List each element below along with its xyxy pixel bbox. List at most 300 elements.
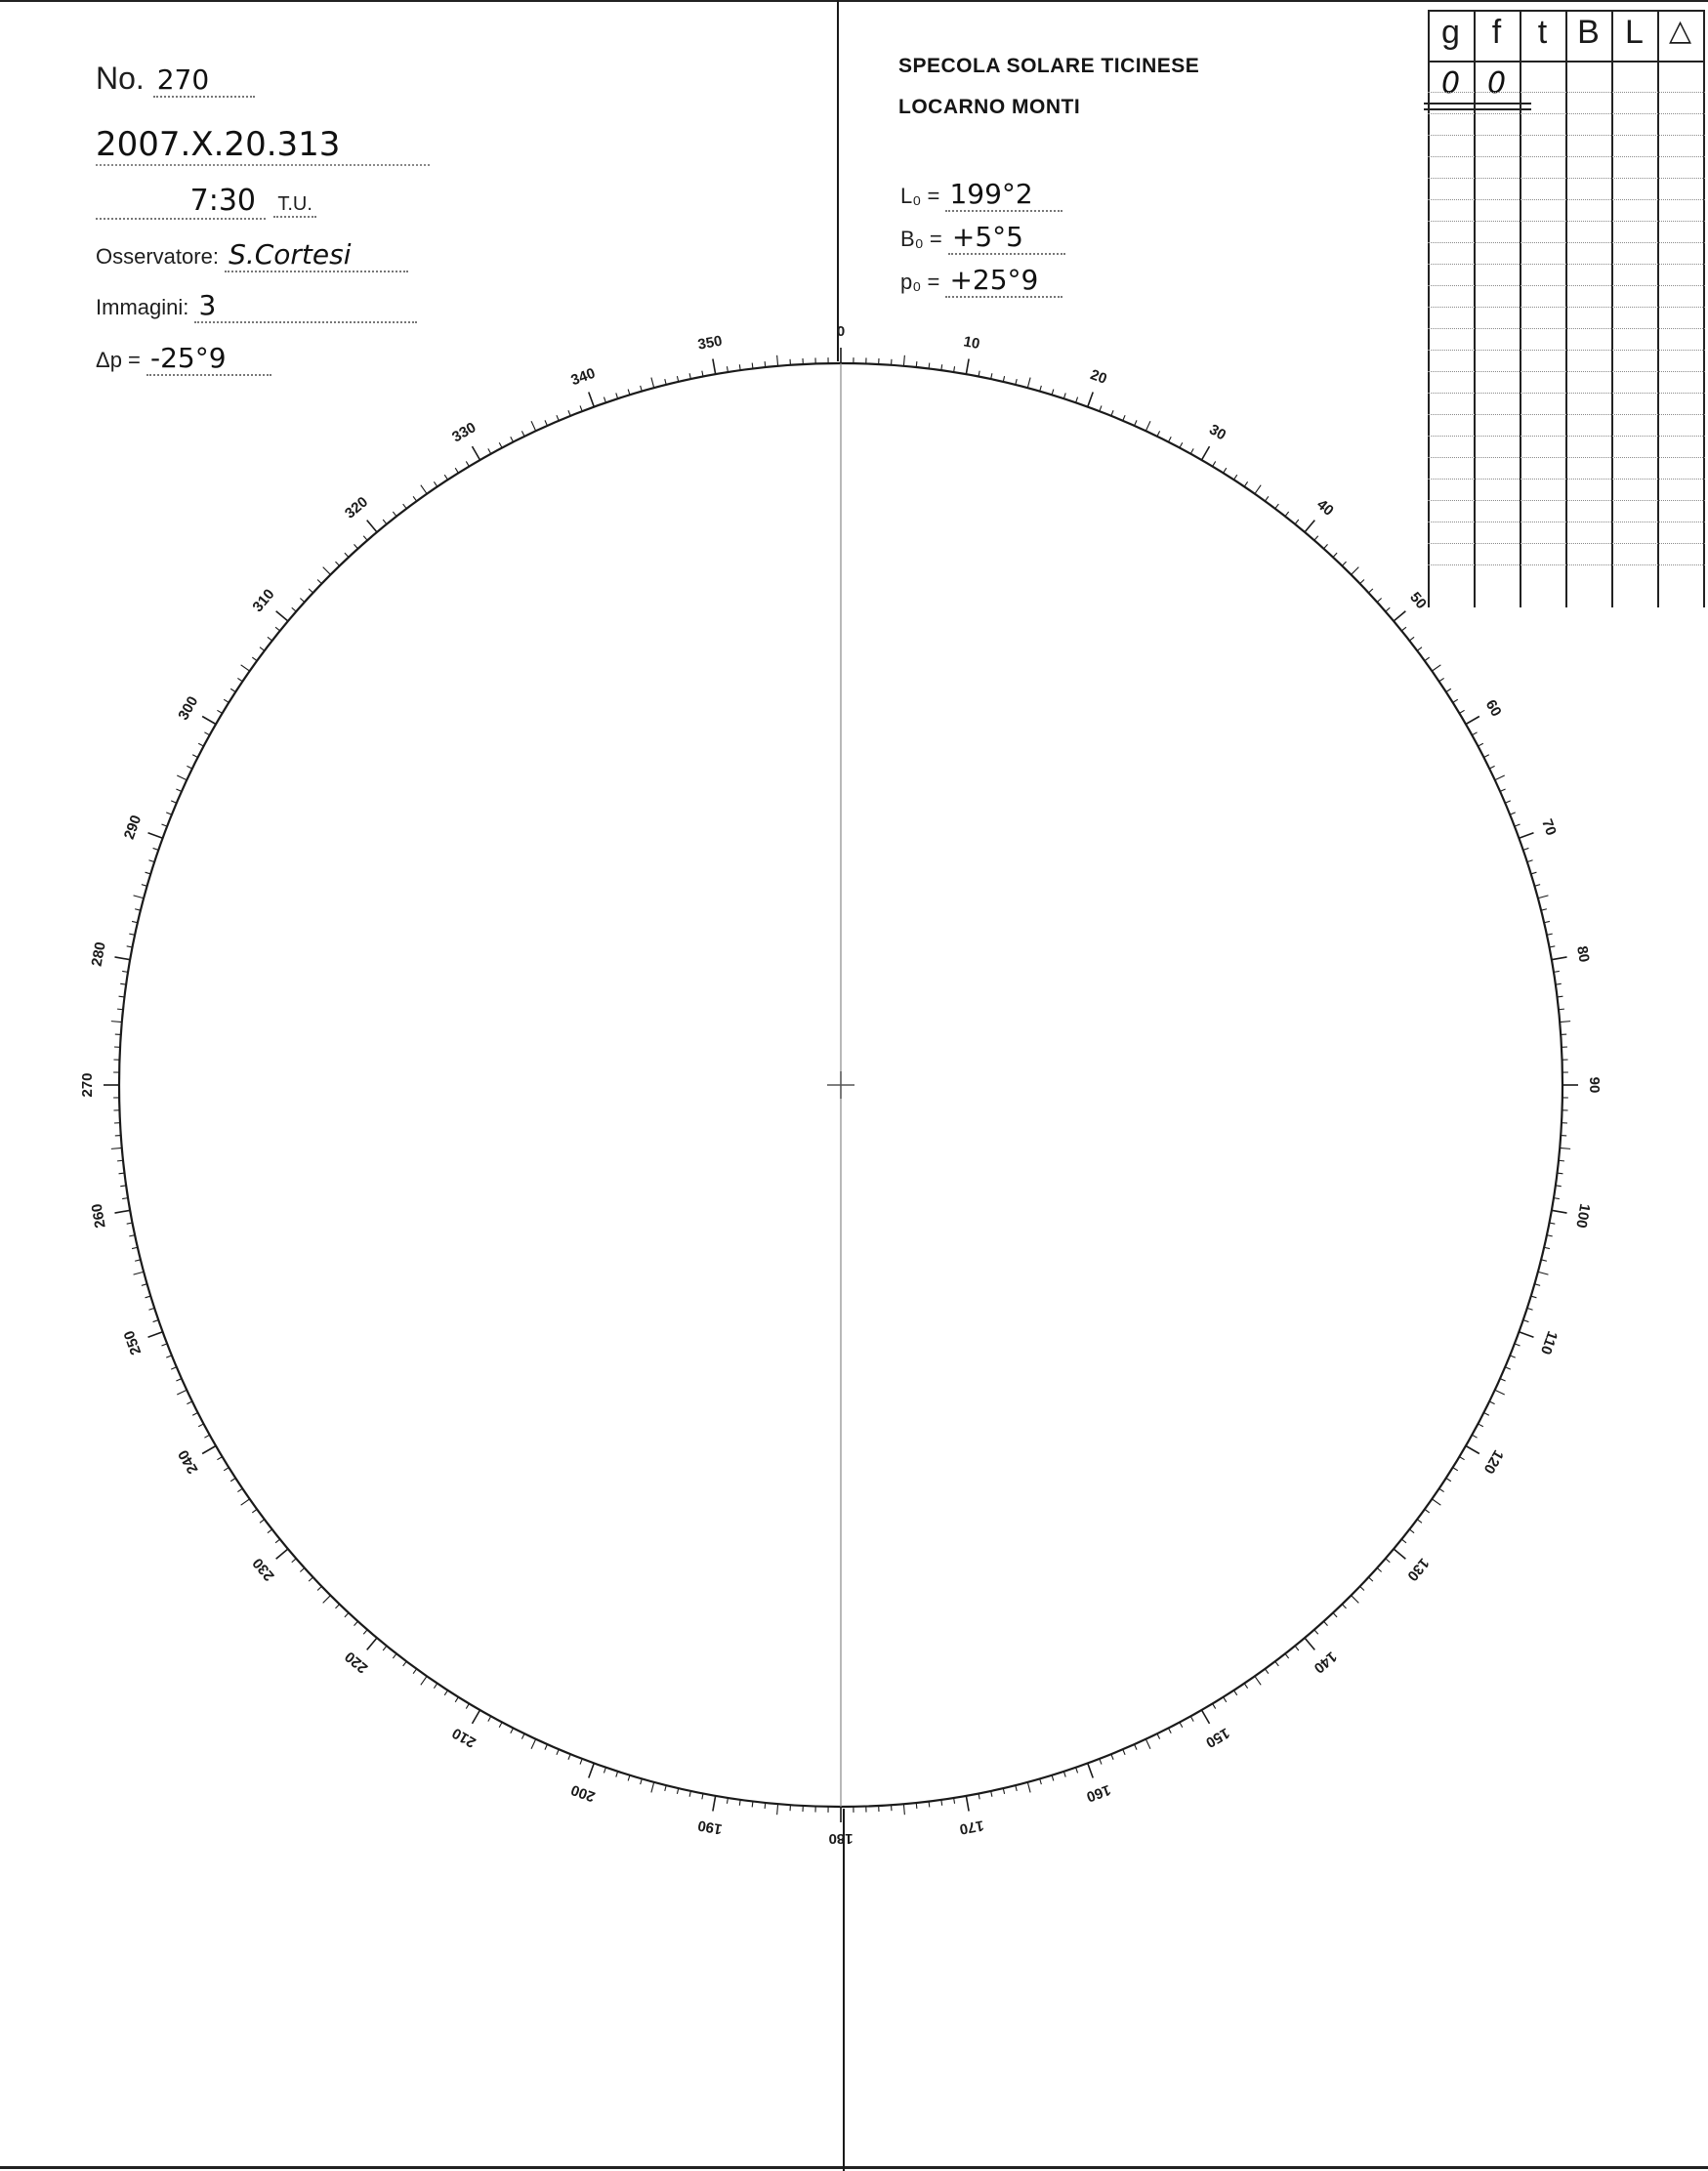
scale-tick (1333, 1612, 1337, 1616)
scale-tick (1453, 1468, 1458, 1471)
scale-tick (176, 789, 181, 791)
scale-tick (1523, 848, 1529, 850)
scale-tick (403, 504, 407, 509)
scale-tick (276, 611, 288, 621)
scale-tick (1368, 1577, 1372, 1581)
scale-tick (345, 553, 349, 557)
scale-tick (1446, 1478, 1451, 1481)
scale-tick (1377, 1567, 1381, 1571)
scale-tick (177, 775, 187, 780)
scale-tick (198, 1424, 203, 1427)
scale-tick (1180, 442, 1183, 447)
scale-tick (1224, 468, 1227, 473)
time-value[interactable]: 7:30 (96, 184, 266, 220)
scale-tick (166, 813, 172, 814)
scale-tick (354, 544, 358, 548)
scale-tick (1489, 766, 1494, 769)
scale-tick (114, 1210, 130, 1213)
scale-tick (1505, 1367, 1511, 1369)
observatory-location: LOCARNO MONTI (898, 96, 1081, 118)
scale-tick (1360, 1586, 1364, 1590)
scale-tick (176, 1379, 181, 1381)
scale-tick (1557, 996, 1562, 997)
scale-tick (1224, 1697, 1227, 1702)
scale-tick (1135, 1744, 1137, 1749)
scale-label-190: 190 (696, 1816, 724, 1838)
scale-tick (166, 1356, 172, 1357)
scale-label-10: 10 (962, 333, 981, 354)
scale-tick (531, 421, 536, 431)
drawing-number-value[interactable]: 270 (153, 63, 255, 98)
scale-tick (217, 710, 222, 713)
scale-tick (1233, 475, 1236, 480)
scale-tick (323, 567, 331, 575)
scale-tick (1417, 647, 1422, 651)
scale-tick (1544, 921, 1550, 922)
scale-tick (777, 355, 778, 366)
scale-tick (1360, 579, 1364, 583)
scale-tick (1472, 1435, 1477, 1438)
scale-tick (309, 589, 312, 593)
scale-tick (1552, 957, 1567, 960)
scale-tick (488, 1716, 491, 1721)
scale-tick (1394, 611, 1405, 621)
scale-tick (317, 579, 321, 583)
scale-tick (966, 1796, 969, 1812)
scale-tick (1027, 1782, 1030, 1793)
table-header-delta: △ (1668, 15, 1692, 47)
images-label: Immagini: (96, 295, 189, 319)
scale-tick (187, 766, 191, 769)
scale-label-120: 120 (1479, 1446, 1507, 1477)
scale-tick (1323, 1621, 1327, 1625)
scale-tick (275, 627, 280, 631)
scale-tick (511, 1728, 514, 1733)
scale-tick (616, 1772, 618, 1777)
scale-tick (171, 801, 177, 803)
scale-label-110: 110 (1536, 1328, 1562, 1357)
scale-tick (929, 363, 930, 369)
observer-value[interactable]: S.Cortesi (225, 238, 408, 272)
scale-tick (1342, 1605, 1346, 1608)
scale-tick (383, 1646, 387, 1650)
scale-tick (916, 1803, 917, 1809)
scale-tick (545, 1744, 547, 1749)
scale-tick (241, 1499, 250, 1505)
scale-label-210: 210 (449, 1724, 479, 1751)
scale-label-70: 70 (1538, 816, 1560, 838)
scale-tick (604, 1768, 605, 1774)
scale-tick (1135, 420, 1137, 425)
scale-tick (444, 475, 447, 480)
scale-tick (1305, 521, 1314, 532)
scale-tick (1453, 699, 1458, 702)
scale-tick (1386, 1559, 1391, 1563)
scale-tick (713, 1796, 716, 1812)
scale-tick (1466, 1446, 1479, 1454)
scale-tick (1323, 544, 1327, 548)
scale-label-150: 150 (1202, 1724, 1232, 1751)
scale-tick (135, 909, 141, 910)
scale-tick (276, 1549, 288, 1559)
observer-label: Osservatore: (96, 244, 219, 269)
scale-tick (241, 665, 250, 671)
l0-value[interactable]: 199°2 (945, 178, 1062, 212)
scale-tick (134, 896, 145, 898)
table-header-f: f (1491, 14, 1502, 51)
scale-tick (1505, 801, 1511, 803)
scale-tick (335, 562, 339, 565)
scale-tick (292, 1559, 297, 1563)
scale-label-260: 260 (88, 1202, 109, 1230)
scale-tick (132, 1247, 138, 1248)
scale-tick (1544, 1247, 1550, 1248)
scale-tick (1265, 1669, 1269, 1674)
scale-label-180: 180 (828, 1830, 854, 1848)
table-cell-g[interactable]: 0 (1440, 66, 1461, 101)
scale-tick (1541, 1260, 1547, 1261)
scale-tick (224, 1468, 229, 1471)
scale-tick (393, 1653, 396, 1658)
scale-tick (434, 1684, 437, 1689)
scale-tick (1439, 678, 1444, 681)
scale-tick (1459, 1457, 1464, 1460)
scale-tick (1285, 1653, 1289, 1658)
scale-tick (252, 657, 257, 661)
scale-tick (1432, 665, 1440, 671)
scale-tick (765, 1803, 766, 1809)
scale-label-50: 50 (1406, 589, 1430, 612)
scale-label-80: 80 (1572, 944, 1593, 964)
scale-tick (1559, 1009, 1564, 1010)
scale-tick (1519, 1332, 1533, 1337)
scale-tick (335, 1605, 339, 1608)
scale-tick (1459, 710, 1464, 713)
scale-tick (1425, 1509, 1430, 1513)
scale-tick (1157, 431, 1160, 436)
scale-tick (1386, 607, 1391, 611)
scale-tick (367, 1638, 377, 1649)
scale-label-240: 240 (175, 1446, 202, 1477)
scale-tick (1483, 755, 1488, 758)
scale-tick (765, 361, 766, 367)
scale-tick (1285, 512, 1289, 517)
scale-tick (230, 1478, 235, 1481)
scale-label-350: 350 (696, 332, 724, 354)
scale-tick (580, 405, 582, 411)
scale-tick (192, 1413, 197, 1416)
scale-tick (580, 1759, 582, 1765)
scale-tick (677, 376, 678, 382)
scale-tick (1479, 1424, 1483, 1427)
table-header-b: B (1577, 14, 1600, 51)
table-header-g: g (1441, 14, 1460, 51)
delta-p-value[interactable]: -25°9 (146, 342, 271, 376)
scale-label-170: 170 (958, 1816, 985, 1838)
scale-tick (752, 1801, 753, 1807)
scale-label-230: 230 (249, 1554, 278, 1584)
scale-tick (187, 1401, 191, 1404)
scale-tick (217, 1457, 222, 1460)
scale-tick (1190, 448, 1193, 453)
scale-tick (1100, 1759, 1102, 1765)
scale-tick (557, 415, 559, 421)
scale-tick (1557, 1173, 1562, 1174)
scale-tick (363, 536, 367, 541)
scale-tick (161, 1344, 167, 1346)
scale-tick (1541, 909, 1547, 910)
scale-tick (192, 755, 197, 758)
scale-tick (148, 1332, 163, 1337)
time-unit-label: T.U. (273, 193, 316, 218)
scale-tick (1123, 415, 1125, 421)
scale-tick (119, 996, 125, 997)
scale-tick (119, 1173, 125, 1174)
scale-tick (473, 446, 480, 460)
scale-label-340: 340 (568, 364, 598, 390)
scale-label-60: 60 (1481, 696, 1505, 720)
scale-label-290: 290 (120, 813, 146, 842)
scale-tick (1368, 589, 1372, 593)
scale-tick (198, 743, 203, 746)
scale-tick (1076, 397, 1078, 403)
scale-tick (1275, 504, 1279, 509)
scale-tick (1314, 536, 1318, 541)
scale-tick (153, 848, 159, 850)
scale-tick (929, 1801, 930, 1807)
scale-tick (1295, 520, 1299, 524)
scale-tick (713, 358, 716, 374)
scale-tick (434, 481, 437, 486)
scale-tick (1213, 1703, 1216, 1708)
scale-label-160: 160 (1084, 1780, 1113, 1806)
scale-tick (421, 1676, 427, 1685)
table-header-t: t (1537, 14, 1548, 51)
scale-tick (1377, 599, 1381, 603)
scale-label-280: 280 (88, 940, 109, 968)
b0-value[interactable]: +5°5 (948, 221, 1065, 255)
scale-tick (132, 921, 138, 922)
scale-tick (148, 833, 163, 838)
scale-tick (545, 420, 547, 425)
scale-tick (1519, 833, 1533, 838)
scale-tick (1352, 1596, 1359, 1604)
scale-tick (511, 437, 514, 441)
scale-tick (367, 521, 377, 532)
scale-tick (1123, 1749, 1125, 1755)
scale-tick (403, 1661, 407, 1666)
scale-tick (557, 1749, 559, 1755)
scale-tick (1314, 1630, 1318, 1635)
scale-tick (1523, 1320, 1529, 1322)
scale-tick (171, 1367, 177, 1369)
scale-tick (1295, 1646, 1299, 1650)
scale-tick (268, 637, 272, 641)
scale-label-310: 310 (249, 586, 278, 616)
scale-tick (1527, 860, 1533, 862)
scale-tick (499, 442, 502, 447)
scale-tick (1190, 1716, 1193, 1721)
scale-tick (275, 1539, 280, 1543)
scale-tick (589, 1763, 594, 1777)
scale-tick (1425, 657, 1430, 661)
scale-tick (1515, 824, 1521, 826)
scale-tick (455, 468, 458, 473)
scale-tick (1016, 1785, 1017, 1791)
scale-tick (224, 699, 229, 702)
scale-tick (1213, 461, 1216, 466)
scale-label-130: 130 (1403, 1554, 1433, 1584)
scale-tick (148, 1308, 154, 1310)
scale-tick (134, 1272, 145, 1274)
scale-tick (589, 393, 594, 407)
scale-tick (665, 1785, 666, 1791)
scale-label-220: 220 (342, 1648, 372, 1677)
scale-tick (1233, 1691, 1236, 1695)
images-value[interactable]: 3 (194, 289, 417, 323)
scale-tick (1432, 1499, 1440, 1505)
scale-tick (204, 732, 209, 735)
scale-label-40: 40 (1313, 496, 1337, 520)
scale-label-100: 100 (1572, 1202, 1594, 1230)
scale-tick (383, 520, 387, 524)
drawing-number-label: No. (96, 61, 145, 96)
p0-label: p₀ = (900, 270, 940, 294)
scale-tick (455, 1697, 458, 1702)
scale-tick (114, 957, 130, 960)
scale-tick (677, 1788, 678, 1794)
scale-tick (903, 355, 904, 366)
scale-tick (1515, 1344, 1521, 1346)
scale-tick (521, 431, 524, 436)
scale-tick (665, 379, 666, 385)
scale-label-330: 330 (449, 419, 479, 446)
scale-tick (252, 1509, 257, 1513)
scale-tick (1255, 485, 1261, 494)
scale-tick (1027, 378, 1030, 389)
scale-tick (177, 1390, 187, 1395)
scale-tick (1076, 1768, 1078, 1774)
scale-tick (323, 1596, 331, 1604)
scale-tick (1439, 1488, 1444, 1491)
scale-tick (1401, 1539, 1406, 1543)
scale-tick (237, 678, 242, 681)
scale-tick (531, 1739, 536, 1749)
scale-tick (1538, 1272, 1549, 1274)
scale-tick (1409, 1529, 1414, 1533)
scale-tick (521, 1733, 524, 1738)
scale-label-0: 0 (836, 322, 846, 340)
scale-tick (1305, 1638, 1314, 1649)
scale-tick (1088, 1763, 1093, 1777)
b0-label: B₀ = (900, 227, 942, 251)
scale-tick (1265, 496, 1269, 501)
scale-tick (345, 1612, 349, 1616)
date-value[interactable]: 2007.X.20.313 (96, 125, 430, 166)
scale-tick (488, 448, 491, 453)
scale-tick (202, 717, 216, 725)
scale-tick (161, 824, 167, 826)
scale-tick (1495, 1390, 1505, 1395)
scale-tick (1527, 1308, 1533, 1310)
scale-tick (568, 1754, 570, 1760)
scale-tick (1111, 410, 1113, 416)
scale-tick (1560, 1022, 1570, 1023)
delta-p-label: Δp = (96, 348, 141, 372)
scale-label-200: 200 (568, 1780, 598, 1806)
scale-tick (466, 1703, 469, 1708)
scale-tick (117, 1160, 123, 1161)
scale-tick (309, 1577, 312, 1581)
scale-tick (1466, 717, 1479, 725)
scale-tick (1202, 446, 1210, 460)
scale-tick (421, 485, 427, 494)
scale-tick (1500, 1379, 1505, 1381)
scale-tick (1244, 1684, 1247, 1689)
scale-tick (1500, 789, 1505, 791)
scale-tick (916, 361, 917, 367)
scale-tick (966, 358, 969, 374)
scale-tick (1559, 1160, 1564, 1161)
scale-tick (1146, 421, 1150, 431)
scale-tick (1157, 1733, 1160, 1738)
scale-tick (1510, 813, 1516, 814)
scale-tick (1180, 1723, 1183, 1728)
scale-tick (1489, 1401, 1494, 1404)
scale-tick (1146, 1739, 1150, 1749)
scale-tick (1003, 1788, 1004, 1794)
scale-tick (237, 1488, 242, 1491)
scale-tick (651, 1782, 654, 1793)
scale-tick (616, 393, 618, 398)
p0-value[interactable]: +25°9 (945, 264, 1062, 298)
scale-tick (363, 1630, 367, 1635)
scale-tick (1472, 732, 1477, 735)
scale-label-90: 90 (1586, 1076, 1604, 1094)
scale-tick (1417, 1520, 1422, 1524)
scale-tick (1409, 637, 1414, 641)
scale-tick (202, 1446, 216, 1454)
scale-tick (1510, 1356, 1516, 1357)
scale-tick (1255, 1676, 1261, 1685)
scale-tick (1538, 896, 1549, 898)
scale-tick (1446, 689, 1451, 691)
scale-tick (1244, 481, 1247, 486)
scale-tick (1483, 1413, 1488, 1416)
scale-tick (260, 1520, 265, 1524)
scale-tick (1063, 1772, 1065, 1777)
scale-tick (777, 1804, 778, 1815)
scale-tick (1100, 405, 1102, 411)
scale-tick (117, 1009, 123, 1010)
scale-tick (568, 410, 570, 416)
scale-tick (1088, 393, 1093, 407)
scale-tick (260, 647, 265, 651)
scale-tick (1063, 393, 1065, 398)
scale-tick (354, 1621, 358, 1625)
scale-tick (1275, 1661, 1279, 1666)
scale-tick (153, 1320, 159, 1322)
scale-tick (300, 599, 304, 603)
scale-tick (1333, 553, 1337, 557)
l0-label: L₀ = (900, 184, 940, 208)
scale-label-20: 20 (1088, 366, 1109, 388)
scale-tick (111, 1022, 122, 1023)
scale-tick (317, 1586, 321, 1590)
scale-tick (444, 1691, 447, 1695)
scale-label-270: 270 (78, 1072, 96, 1098)
table-cell-f[interactable]: 0 (1486, 66, 1507, 101)
